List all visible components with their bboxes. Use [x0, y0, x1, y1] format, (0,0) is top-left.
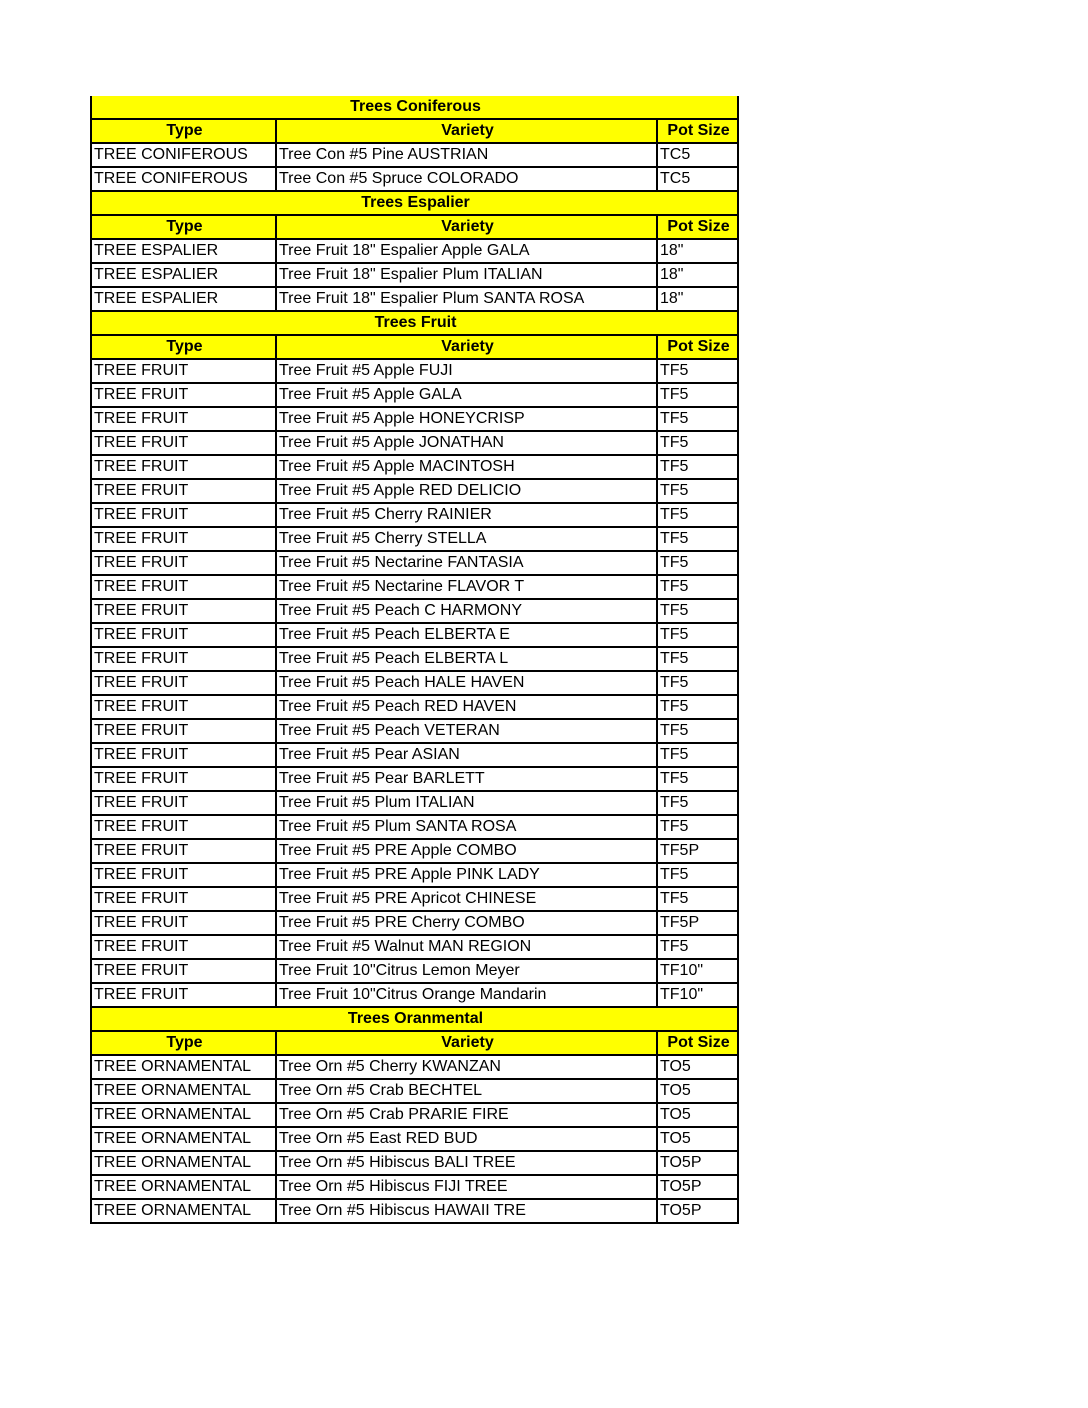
- cell-pot-size: TF5: [657, 863, 738, 887]
- cell-type: TREE ESPALIER: [91, 263, 276, 287]
- cell-type: TREE ESPALIER: [91, 287, 276, 311]
- cell-type: TREE FRUIT: [91, 935, 276, 959]
- cell-pot-size: TF5: [657, 767, 738, 791]
- cell-type: TREE FRUIT: [91, 407, 276, 431]
- column-header-pot-size: Pot Size: [657, 215, 738, 239]
- cell-type: TREE FRUIT: [91, 623, 276, 647]
- cell-variety: Tree Orn #5 Hibiscus FIJI TREE: [276, 1175, 657, 1199]
- price-list-sheet: [90, 96, 737, 1224]
- cell-type: TREE FRUIT: [91, 671, 276, 695]
- cell-variety: Tree Fruit #5 Walnut MAN REGION: [276, 935, 657, 959]
- table-row: [91, 863, 738, 887]
- cell-type: TREE FRUIT: [91, 527, 276, 551]
- cell-variety: Tree Fruit #5 PRE Apple PINK LADY: [276, 863, 657, 887]
- cell-variety: Tree Orn #5 Crab PRARIE FIRE: [276, 1103, 657, 1127]
- section-title: Trees Oranmental: [91, 1007, 738, 1031]
- table-row: [91, 815, 738, 839]
- cell-pot-size: TF5: [657, 455, 738, 479]
- table-row: [91, 1127, 738, 1151]
- cell-variety: Tree Fruit #5 Apple HONEYCRISP: [276, 407, 657, 431]
- column-header-type: Type: [91, 1031, 276, 1055]
- cell-type: TREE FRUIT: [91, 431, 276, 455]
- table-row: [91, 767, 738, 791]
- cell-type: TREE CONIFEROUS: [91, 143, 276, 167]
- cell-type: TREE FRUIT: [91, 719, 276, 743]
- cell-variety: Tree Fruit #5 Nectarine FLAVOR T: [276, 575, 657, 599]
- table-row: [91, 263, 738, 287]
- cell-pot-size: TF5: [657, 359, 738, 383]
- cell-pot-size: TF5P: [657, 911, 738, 935]
- column-header-variety: Variety: [276, 1031, 657, 1055]
- cell-variety: Tree Fruit #5 Peach RED HAVEN: [276, 695, 657, 719]
- cell-pot-size: TC5: [657, 167, 738, 191]
- cell-pot-size: TF5: [657, 599, 738, 623]
- cell-pot-size: TF5: [657, 671, 738, 695]
- table-row: [91, 1175, 738, 1199]
- cell-type: TREE FRUIT: [91, 599, 276, 623]
- table-row: [91, 623, 738, 647]
- cell-variety: Tree Fruit #5 Plum ITALIAN: [276, 791, 657, 815]
- column-header-type: Type: [91, 335, 276, 359]
- cell-variety: Tree Fruit #5 Apple JONATHAN: [276, 431, 657, 455]
- cell-pot-size: TF5: [657, 695, 738, 719]
- cell-type: TREE FRUIT: [91, 839, 276, 863]
- cell-variety: Tree Fruit 18" Espalier Apple GALA: [276, 239, 657, 263]
- column-header-type: Type: [91, 215, 276, 239]
- table-row: [91, 527, 738, 551]
- table-row: [91, 575, 738, 599]
- cell-variety: Tree Orn #5 Hibiscus HAWAII TRE: [276, 1199, 657, 1223]
- table-row: [91, 383, 738, 407]
- column-header-variety: Variety: [276, 215, 657, 239]
- table-row: [91, 239, 738, 263]
- cell-pot-size: TO5P: [657, 1199, 738, 1223]
- cell-type: TREE FRUIT: [91, 959, 276, 983]
- cell-pot-size: 18": [657, 263, 738, 287]
- cell-pot-size: TF5: [657, 815, 738, 839]
- cell-type: TREE FRUIT: [91, 551, 276, 575]
- table-row: [91, 695, 738, 719]
- tree-list-table: [90, 96, 739, 1224]
- cell-type: TREE FRUIT: [91, 695, 276, 719]
- cell-variety: Tree Fruit #5 Pear BARLETT: [276, 767, 657, 791]
- column-header-variety: Variety: [276, 119, 657, 143]
- column-header-variety: Variety: [276, 335, 657, 359]
- cell-type: TREE FRUIT: [91, 911, 276, 935]
- cell-pot-size: TO5: [657, 1055, 738, 1079]
- cell-variety: Tree Fruit #5 Nectarine FANTASIA: [276, 551, 657, 575]
- cell-variety: Tree Fruit #5 Peach C HARMONY: [276, 599, 657, 623]
- table-row: [91, 839, 738, 863]
- cell-type: TREE ORNAMENTAL: [91, 1199, 276, 1223]
- table-row: [91, 143, 738, 167]
- table-row: [91, 359, 738, 383]
- cell-pot-size: TF5: [657, 479, 738, 503]
- table-row: [91, 1055, 738, 1079]
- section-header-row: [91, 191, 738, 215]
- table-row: [91, 599, 738, 623]
- table-row: [91, 743, 738, 767]
- cell-type: TREE CONIFEROUS: [91, 167, 276, 191]
- column-header-pot-size: Pot Size: [657, 335, 738, 359]
- cell-variety: Tree Fruit #5 Apple FUJI: [276, 359, 657, 383]
- cell-type: TREE FRUIT: [91, 863, 276, 887]
- table-row: [91, 671, 738, 695]
- cell-type: TREE ORNAMENTAL: [91, 1055, 276, 1079]
- cell-variety: Tree Con #5 Pine AUSTRIAN: [276, 143, 657, 167]
- cell-variety: Tree Fruit #5 Apple MACINTOSH: [276, 455, 657, 479]
- section-title: Trees Espalier: [91, 191, 738, 215]
- cell-type: TREE FRUIT: [91, 383, 276, 407]
- section-header-row: [91, 1007, 738, 1031]
- cell-pot-size: TF5: [657, 719, 738, 743]
- table-row: [91, 455, 738, 479]
- cell-type: TREE FRUIT: [91, 575, 276, 599]
- cell-pot-size: TC5: [657, 143, 738, 167]
- cell-variety: Tree Fruit 10"Citrus Lemon Meyer: [276, 959, 657, 983]
- cell-pot-size: TF5: [657, 647, 738, 671]
- table-row: [91, 407, 738, 431]
- cell-type: TREE FRUIT: [91, 359, 276, 383]
- cell-variety: Tree Fruit #5 Pear ASIAN: [276, 743, 657, 767]
- cell-type: TREE FRUIT: [91, 647, 276, 671]
- cell-pot-size: 18": [657, 287, 738, 311]
- column-header-row: [91, 215, 738, 239]
- cell-pot-size: TF5: [657, 935, 738, 959]
- cell-pot-size: TF5: [657, 623, 738, 647]
- cell-type: TREE ORNAMENTAL: [91, 1151, 276, 1175]
- column-header-type: Type: [91, 119, 276, 143]
- table-row: [91, 287, 738, 311]
- cell-type: TREE ORNAMENTAL: [91, 1175, 276, 1199]
- cell-variety: Tree Fruit #5 Peach ELBERTA E: [276, 623, 657, 647]
- table-row: [91, 479, 738, 503]
- cell-type: TREE FRUIT: [91, 983, 276, 1007]
- table-body: [91, 96, 738, 1223]
- cell-pot-size: TF5: [657, 383, 738, 407]
- cell-type: TREE FRUIT: [91, 503, 276, 527]
- cell-pot-size: TF5: [657, 887, 738, 911]
- cell-pot-size: TF10": [657, 983, 738, 1007]
- table-row: [91, 887, 738, 911]
- cell-pot-size: TF10": [657, 959, 738, 983]
- cell-variety: Tree Fruit 10"Citrus Orange Mandarin: [276, 983, 657, 1007]
- table-row: [91, 959, 738, 983]
- table-row: [91, 551, 738, 575]
- column-header-pot-size: Pot Size: [657, 119, 738, 143]
- cell-variety: Tree Orn #5 East RED BUD: [276, 1127, 657, 1151]
- cell-variety: Tree Fruit #5 Apple GALA: [276, 383, 657, 407]
- table-row: [91, 1199, 738, 1223]
- cell-variety: Tree Fruit #5 PRE Apricot CHINESE: [276, 887, 657, 911]
- section-header-row: [91, 96, 738, 119]
- table-row: [91, 1103, 738, 1127]
- cell-variety: Tree Orn #5 Hibiscus BALI TREE: [276, 1151, 657, 1175]
- table-row: [91, 719, 738, 743]
- column-header-row: [91, 119, 738, 143]
- cell-type: TREE FRUIT: [91, 455, 276, 479]
- cell-pot-size: TF5: [657, 575, 738, 599]
- cell-pot-size: TF5: [657, 431, 738, 455]
- table-row: [91, 647, 738, 671]
- table-row: [91, 983, 738, 1007]
- column-header-row: [91, 1031, 738, 1055]
- cell-pot-size: TF5: [657, 743, 738, 767]
- table-row: [91, 503, 738, 527]
- section-title: Trees Fruit: [91, 311, 738, 335]
- cell-type: TREE FRUIT: [91, 767, 276, 791]
- cell-pot-size: TO5: [657, 1079, 738, 1103]
- table-row: [91, 935, 738, 959]
- cell-variety: Tree Fruit #5 Cherry RAINIER: [276, 503, 657, 527]
- cell-type: TREE FRUIT: [91, 479, 276, 503]
- column-header-row: [91, 335, 738, 359]
- cell-pot-size: 18": [657, 239, 738, 263]
- cell-pot-size: TF5: [657, 527, 738, 551]
- cell-variety: Tree Fruit #5 Peach HALE HAVEN: [276, 671, 657, 695]
- cell-variety: Tree Fruit 18" Espalier Plum ITALIAN: [276, 263, 657, 287]
- cell-type: TREE ORNAMENTAL: [91, 1079, 276, 1103]
- cell-type: TREE ORNAMENTAL: [91, 1103, 276, 1127]
- cell-pot-size: TO5: [657, 1127, 738, 1151]
- cell-variety: Tree Fruit #5 PRE Apple COMBO: [276, 839, 657, 863]
- cell-type: TREE FRUIT: [91, 791, 276, 815]
- cell-variety: Tree Fruit #5 PRE Cherry COMBO: [276, 911, 657, 935]
- cell-variety: Tree Fruit #5 Plum SANTA ROSA: [276, 815, 657, 839]
- cell-type: TREE FRUIT: [91, 743, 276, 767]
- cell-type: TREE FRUIT: [91, 887, 276, 911]
- cell-variety: Tree Fruit #5 Apple RED DELICIO: [276, 479, 657, 503]
- cell-type: TREE FRUIT: [91, 815, 276, 839]
- cell-variety: Tree Fruit #5 Peach ELBERTA L: [276, 647, 657, 671]
- cell-pot-size: TF5: [657, 791, 738, 815]
- table-row: [91, 911, 738, 935]
- cell-pot-size: TF5: [657, 407, 738, 431]
- cell-variety: Tree Orn #5 Crab BECHTEL: [276, 1079, 657, 1103]
- cell-variety: Tree Fruit #5 Peach VETERAN: [276, 719, 657, 743]
- cell-pot-size: TF5: [657, 551, 738, 575]
- cell-pot-size: TF5: [657, 503, 738, 527]
- cell-pot-size: TF5P: [657, 839, 738, 863]
- section-header-row: [91, 311, 738, 335]
- cell-pot-size: TO5: [657, 1103, 738, 1127]
- cell-type: TREE ESPALIER: [91, 239, 276, 263]
- table-row: [91, 1151, 738, 1175]
- column-header-pot-size: Pot Size: [657, 1031, 738, 1055]
- cell-type: TREE ORNAMENTAL: [91, 1127, 276, 1151]
- section-title: Trees Coniferous: [91, 96, 738, 119]
- table-row: [91, 1079, 738, 1103]
- cell-variety: Tree Con #5 Spruce COLORADO: [276, 167, 657, 191]
- cell-pot-size: TO5P: [657, 1175, 738, 1199]
- cell-variety: Tree Fruit #5 Cherry STELLA: [276, 527, 657, 551]
- table-row: [91, 791, 738, 815]
- table-row: [91, 167, 738, 191]
- table-row: [91, 431, 738, 455]
- cell-variety: Tree Orn #5 Cherry KWANZAN: [276, 1055, 657, 1079]
- cell-variety: Tree Fruit 18" Espalier Plum SANTA ROSA: [276, 287, 657, 311]
- cell-pot-size: TO5P: [657, 1151, 738, 1175]
